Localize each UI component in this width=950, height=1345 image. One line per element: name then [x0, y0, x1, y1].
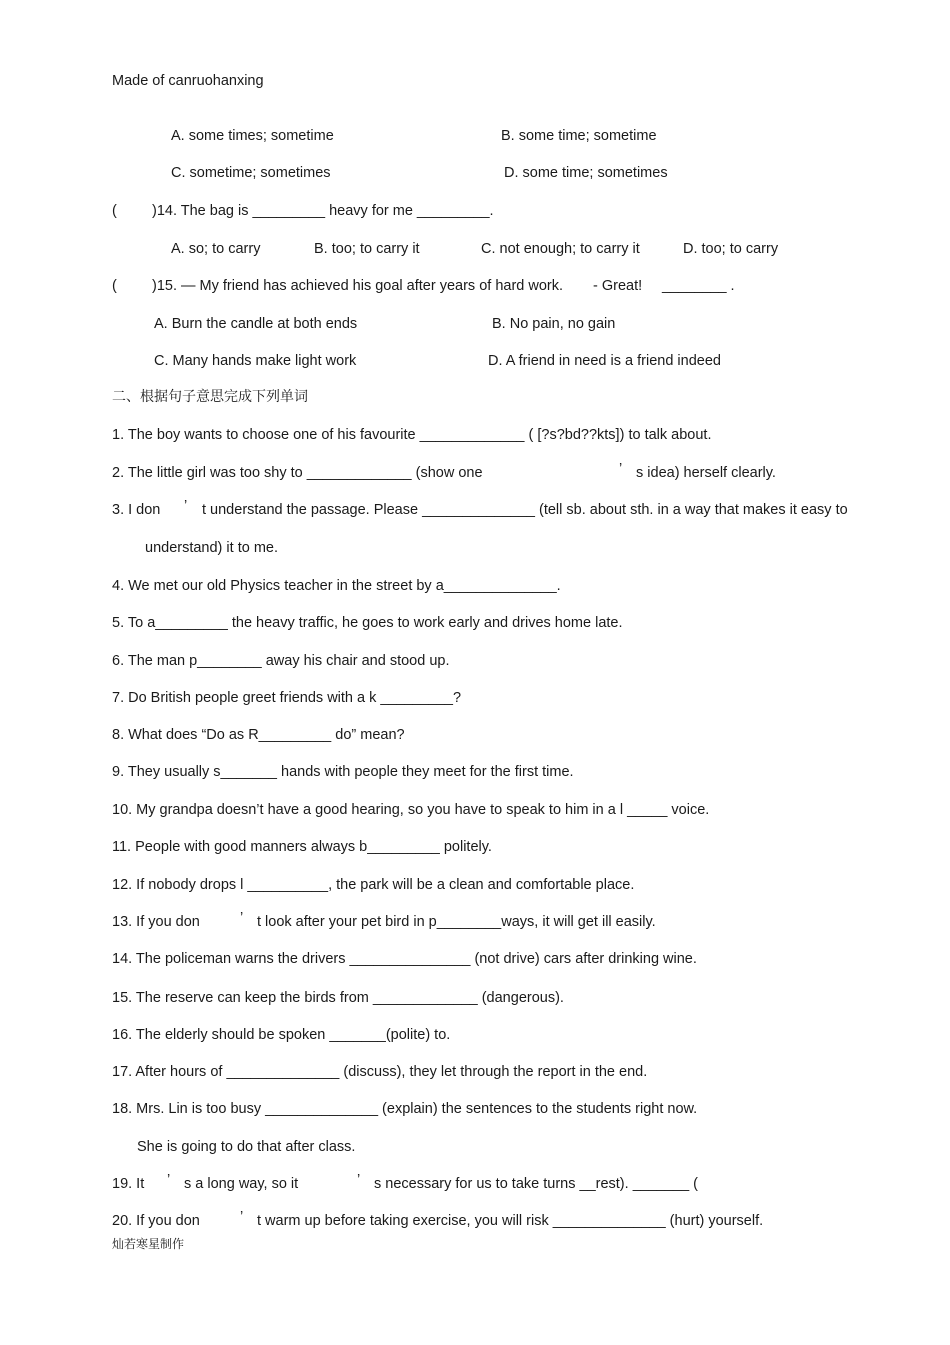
fill-item-3-continued: understand) it to me.	[145, 540, 278, 556]
fill-item-20: 20. If you don	[112, 1213, 200, 1229]
fill-item-14: 14. The policeman warns the drivers _______________ (not drive) cars after drinking wine.	[112, 951, 697, 967]
fill-item-11: 11. People with good manners always b_________ politely.	[112, 839, 492, 855]
fill-item-3: 3. I don	[112, 502, 161, 518]
fill-item-20-apostrophe: ’	[240, 1209, 244, 1225]
q14-paren: (	[112, 203, 117, 219]
fill-item-1: 1. The boy wants to choose one of his favourite _____________ ( [?s?bd??kts]) to talk about.	[112, 427, 712, 443]
fill-item-2-end: s idea) herself clearly.	[636, 465, 776, 481]
fill-item-20-end: t warm up before taking exercise, you will risk ______________ (hurt) yourself.	[257, 1213, 764, 1229]
q15-option-d: D. A friend in need is a friend indeed	[488, 353, 721, 369]
q14-option-c: C. not enough; to carry it	[481, 241, 640, 257]
q14-stem: )14. The bag is _________ heavy for me _________.	[152, 203, 494, 219]
q14-option-a: A. so; to carry	[171, 241, 261, 257]
section-title: 二、根据句子意思完成下列单词	[112, 388, 308, 404]
q13-option-a: A. some times; sometime	[171, 128, 334, 144]
fill-item-10: 10. My grandpa doesn’t have a good hearing, so you have to speak to him in a l _____ voice.	[112, 802, 710, 818]
fill-item-18-continued: She is going to do that after class.	[137, 1139, 356, 1155]
fill-item-6: 6. The man p________ away his chair and stood up.	[112, 653, 450, 669]
fill-item-13-apostrophe: ’	[240, 910, 244, 926]
fill-item-3-apostrophe: ’	[184, 498, 188, 514]
q13-option-b: B. some time; sometime	[501, 128, 657, 144]
fill-item-19: 19. It	[112, 1176, 145, 1192]
fill-item-2-apostrophe: ’	[619, 461, 623, 477]
fill-item-13-end: t look after your pet bird in p________ways, it will get ill easily.	[257, 914, 656, 930]
fill-item-19-apostrophe-2: ’	[357, 1172, 361, 1188]
q13-option-c: C. sometime; sometimes	[171, 165, 331, 181]
fill-item-19-end: s necessary for us to take turns __rest). _______ (	[374, 1176, 698, 1192]
q15-option-b: B. No pain, no gain	[492, 316, 616, 332]
q15-stem: )15. — My friend has achieved his goal after years of hard work.	[152, 278, 564, 294]
fill-item-7: 7. Do British people greet friends with a k _________?	[112, 690, 462, 706]
q15-reply: - Great!	[593, 278, 643, 294]
q15-option-c: C. Many hands make light work	[154, 353, 357, 369]
fill-item-16: 16. The elderly should be spoken _______(polite) to.	[112, 1027, 451, 1043]
q15-option-a: A. Burn the candle at both ends	[154, 316, 358, 332]
page-header: Made of canruohanxing	[112, 73, 264, 89]
q15-blank: ________ .	[662, 278, 735, 294]
q14-option-b: B. too; to carry it	[314, 241, 420, 257]
fill-item-13: 13. If you don	[112, 914, 200, 930]
fill-item-4: 4. We met our old Physics teacher in the street by a______________.	[112, 578, 561, 594]
fill-item-5: 5. To a_________ the heavy traffic, he goes to work early and drives home late.	[112, 615, 623, 631]
fill-item-8: 8. What does “Do as R_________ do” mean?	[112, 727, 405, 743]
fill-item-2: 2. The little girl was too shy to _____________ (show one	[112, 465, 483, 481]
fill-item-15: 15. The reserve can keep the birds from _____________ (dangerous).	[112, 990, 564, 1006]
q15-paren: (	[112, 278, 117, 294]
fill-item-12: 12. If nobody drops l __________, the park will be a clean and comfortable place.	[112, 877, 635, 893]
fill-item-19-mid: s a long way, so it	[184, 1176, 299, 1192]
page-footer: 灿若寒星制作	[112, 1237, 185, 1251]
fill-item-3-mid: t understand the passage. Please ______________ (tell sb. about sth. in a way that makes it easy to	[202, 502, 848, 518]
fill-item-19-apostrophe-1: ’	[167, 1172, 171, 1188]
fill-item-9: 9. They usually s_______ hands with people they meet for the first time.	[112, 764, 574, 780]
q14-option-d: D. too; to carry	[683, 241, 779, 257]
q13-option-d: D. some time; sometimes	[504, 165, 668, 181]
fill-item-17: 17. After hours of ______________ (discuss), they let through the report in the end.	[112, 1064, 648, 1080]
fill-item-18: 18. Mrs. Lin is too busy ______________ (explain) the sentences to the students right now.	[112, 1101, 698, 1117]
